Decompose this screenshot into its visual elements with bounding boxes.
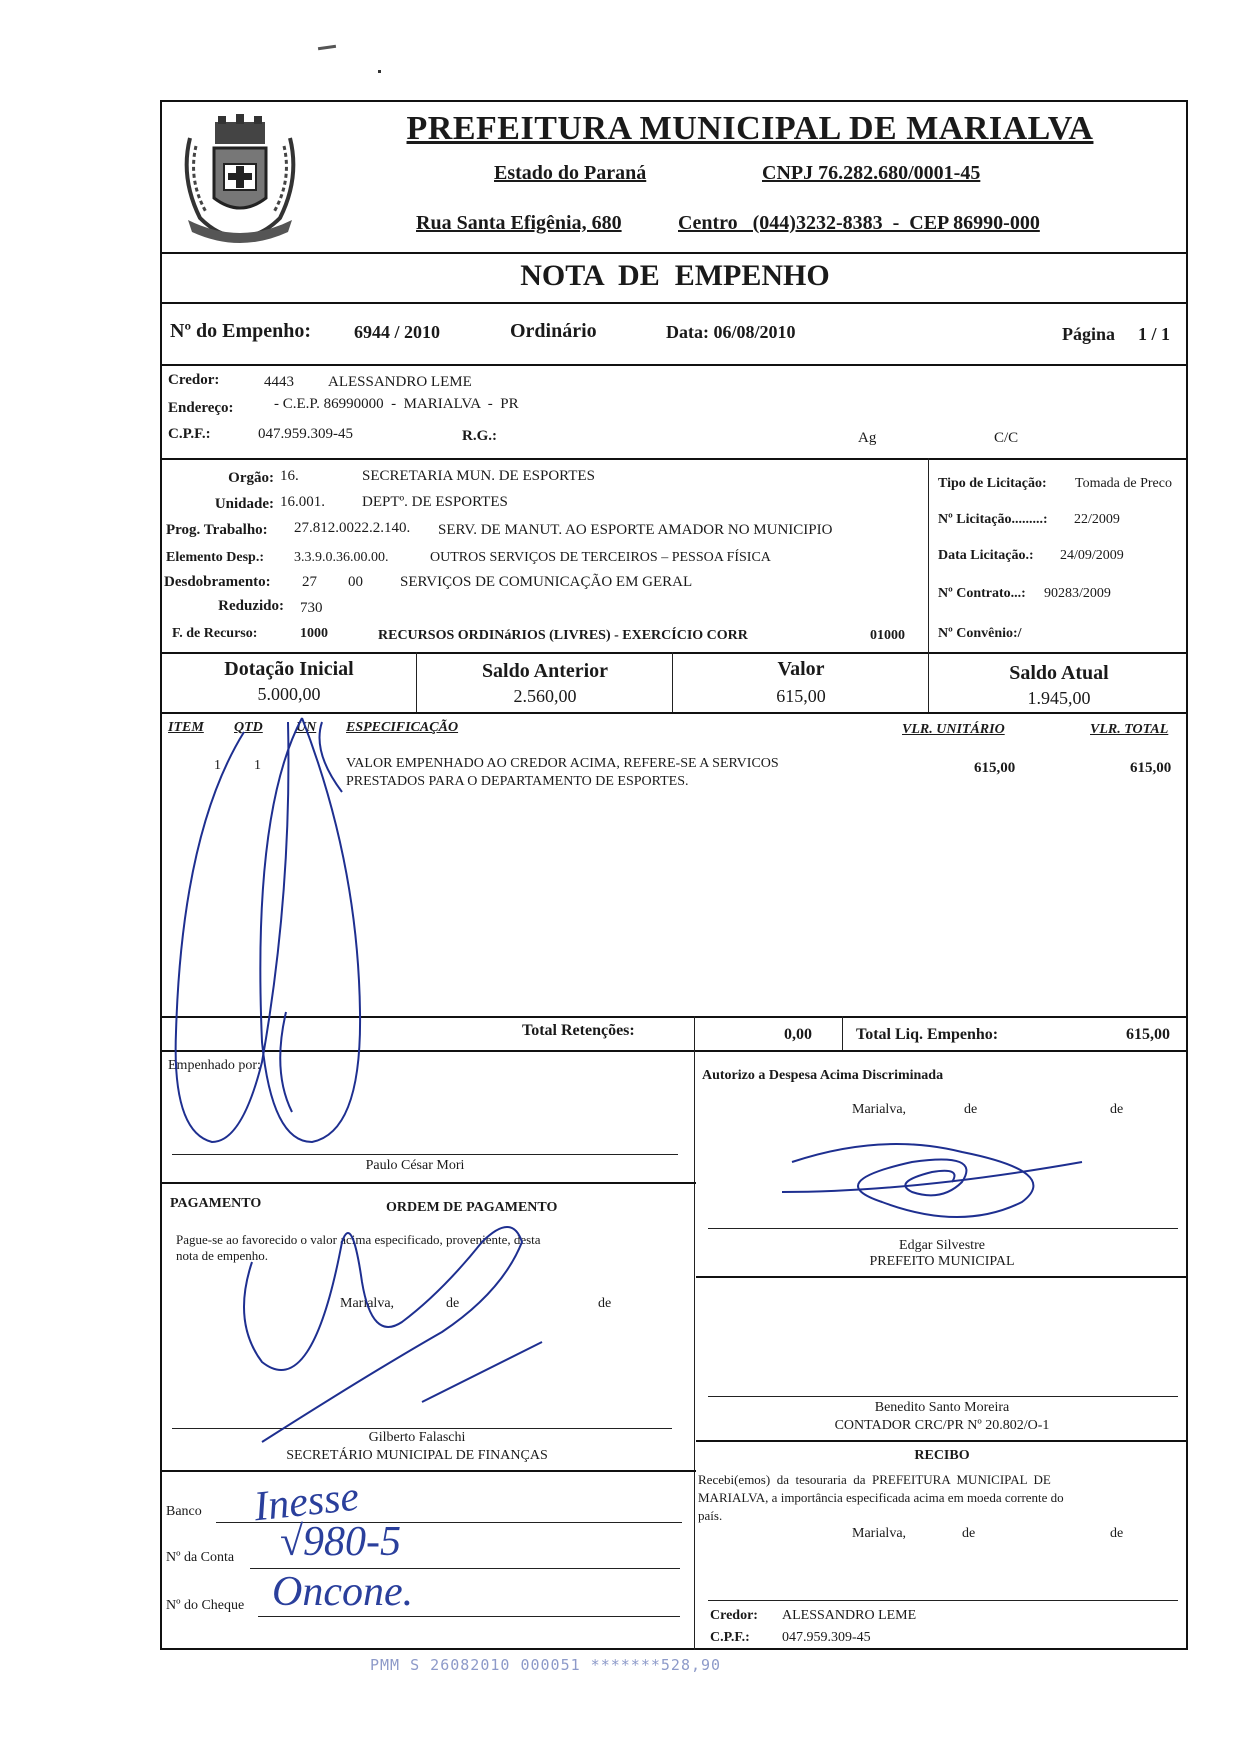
pagamento-text-1: Pague-se ao favorecido o valor acima especificado, proveniente, desta xyxy=(176,1232,541,1247)
prefeito-signature xyxy=(762,1122,1102,1232)
licitacao-num: 22/2009 xyxy=(1074,512,1120,527)
banco-label: Banco xyxy=(166,1504,202,1519)
licitacao-tipo-label: Tipo de Licitação: xyxy=(938,476,1047,491)
autorizo-de2: de xyxy=(1110,1102,1124,1117)
valor-value: 615,00 xyxy=(776,686,826,706)
secretario-name: Gilberto Falaschi xyxy=(368,1430,466,1445)
recibo-credor-name: ALESSANDRO LEME xyxy=(782,1608,917,1623)
elemento-label: Elemento Desp.: xyxy=(166,550,264,565)
contador-name: Benedito Santo Moreira xyxy=(874,1400,1010,1415)
recibo-cpf-label: C.P.F.: xyxy=(710,1630,750,1645)
reduzido-value: 730 xyxy=(300,600,323,616)
coat-of-arms-logo xyxy=(170,108,310,248)
secretario-role: SECRETÁRIO MUNICIPAL DE FINANÇAS xyxy=(286,1448,548,1463)
empenhado-name: Paulo César Mori xyxy=(365,1158,465,1173)
desdobramento-code1: 27 xyxy=(302,574,317,590)
recurso-code: 1000 xyxy=(300,626,328,641)
elemento-name: OUTROS SERVIÇOS DE TERCEIROS – PESSOA FÍSICA xyxy=(430,550,771,565)
credor-label: Credor: xyxy=(168,372,220,388)
page-label: Página xyxy=(1062,324,1116,344)
unidade-label: Unidade: xyxy=(214,496,274,512)
saldo-anterior-value: 2.560,00 xyxy=(513,686,577,706)
pagamento-text-2: nota de empenho. xyxy=(176,1248,269,1263)
credor-name: ALESSANDRO LEME xyxy=(328,374,472,390)
cpf-label: C.P.F.: xyxy=(168,426,211,442)
unidade-name: DEPTº. DE ESPORTES xyxy=(362,494,508,510)
credor-address: - C.E.P. 86990000 - MARIALVA - PR xyxy=(274,396,519,412)
orgao-name: SECRETARIA MUN. DE ESPORTES xyxy=(362,468,595,484)
recibo-title: RECIBO xyxy=(914,1448,970,1463)
unidade-code: 16.001. xyxy=(280,494,325,510)
rg-label: R.G.: xyxy=(462,428,497,444)
conta-label: Nº da Conta xyxy=(166,1550,235,1565)
dotacao-label: Dotação Inicial xyxy=(224,658,354,680)
contador-role: CONTADOR CRC/PR Nº 20.802/O-1 xyxy=(834,1418,1050,1433)
contrato-value: 90283/2009 xyxy=(1044,586,1111,601)
col-un: UN xyxy=(296,720,317,735)
pagamento-de2: de xyxy=(598,1296,612,1311)
document-title: NOTA DE EMPENHO xyxy=(520,259,830,292)
empenho-number: 6944 / 2010 xyxy=(354,322,441,342)
empenho-form xyxy=(160,100,1188,1650)
recibo-text-2: MARIALVA, a importância especificada acima em moeda corrente do xyxy=(698,1490,1064,1505)
orgao-label: Orgão: xyxy=(228,470,274,486)
recurso-code2: 01000 xyxy=(870,628,905,643)
item-qtd: 1 xyxy=(254,758,261,773)
contrato-label: Nº Contrato...: xyxy=(938,586,1026,601)
item-total-value: 615,00 xyxy=(1130,760,1172,776)
recurso-name: RECURSOS ORDINáRIOS (LIVRES) - EXERCÍCIO CORR xyxy=(378,628,748,643)
prefeito-role: PREFEITO MUNICIPAL xyxy=(869,1254,1015,1269)
col-vlr-total: VLR. TOTAL xyxy=(1090,722,1169,737)
autorizo-de1: de xyxy=(964,1102,978,1117)
empenho-date: Data: 06/08/2010 xyxy=(666,322,796,342)
address-label: Endereço: xyxy=(168,400,234,416)
licitacao-data: 24/09/2009 xyxy=(1060,548,1124,563)
col-qtd: QTD xyxy=(234,720,263,735)
page-number: 1 / 1 xyxy=(1138,324,1171,344)
col-item: ITEM xyxy=(168,720,204,735)
elemento-code: 3.3.9.0.36.00.00. xyxy=(294,550,389,565)
recibo-credor-label: Credor: xyxy=(710,1608,758,1623)
scan-mark xyxy=(318,45,336,50)
prefeito-name: Edgar Silvestre xyxy=(899,1238,985,1253)
orgao-code: 16. xyxy=(280,468,299,484)
pagamento-de1: de xyxy=(446,1296,460,1311)
liquido-label: Total Liq. Empenho: xyxy=(856,1026,999,1043)
licitacao-tipo: Tomada de Preco xyxy=(1075,476,1172,491)
cheque-label: Nº do Cheque xyxy=(166,1598,245,1613)
municipality-title: PREFEITURA MUNICIPAL DE MARIALVA xyxy=(406,110,1094,147)
item-spec-line1: VALOR EMPENHADO AO CREDOR ACIMA, REFERE-SE A SERVICOS xyxy=(346,756,779,771)
address-details: Centro (044)3232-8383 - CEP 86990-000 xyxy=(678,212,1040,234)
item-unit-value: 615,00 xyxy=(974,760,1016,776)
col-especificacao: ESPECIFICAÇÃO xyxy=(346,720,459,735)
recibo-de2: de xyxy=(1110,1526,1124,1541)
autorizo-title: Autorizo a Despesa Acima Discriminada xyxy=(702,1068,944,1083)
retencoes-value: 0,00 xyxy=(784,1026,812,1043)
autorizo-place: Marialva, xyxy=(852,1102,907,1117)
prog-code: 27.812.0022.2.140. xyxy=(294,520,411,536)
desdobramento-code2: 00 xyxy=(348,574,363,590)
pagamento-place: Marialva, xyxy=(340,1296,395,1311)
prog-label: Prog. Trabalho: xyxy=(166,522,268,538)
liquido-value: 615,00 xyxy=(1126,1026,1170,1043)
ordem-pagamento-title: ORDEM DE PAGAMENTO xyxy=(386,1200,558,1215)
col-vlr-unitario: VLR. UNITÁRIO xyxy=(902,722,1005,737)
empenho-number-label: Nº do Empenho: xyxy=(170,320,312,342)
prog-name: SERV. DE MANUT. AO ESPORTE AMADOR NO MUNICIPIO xyxy=(438,522,833,538)
bank-authentication-code: PMM S 26082010 000051 *******528,90 xyxy=(370,1656,722,1674)
desdobramento-label: Desdobramento: xyxy=(164,574,271,590)
cheque-handwritten: Oncone. xyxy=(272,1569,414,1615)
cc-label: C/C xyxy=(994,430,1019,446)
valor-label: Valor xyxy=(777,658,825,680)
street-label: Rua Santa Efigênia, 680 xyxy=(416,212,622,234)
recibo-place: Marialva, xyxy=(852,1526,907,1541)
recibo-text-1: Recebi(emos) da tesouraria da PREFEITURA MUNICIPAL DE xyxy=(698,1472,1051,1487)
empenho-type: Ordinário xyxy=(510,320,597,342)
item-spec-line2: PRESTADOS PARA O DEPARTAMENTO DE ESPORTES. xyxy=(346,774,689,789)
scan-mark xyxy=(378,70,381,73)
recibo-text-3: país. xyxy=(698,1508,723,1523)
convenio-label: Nº Convênio:/ xyxy=(938,626,1022,641)
banco-handwritten: Inesse xyxy=(251,1473,362,1531)
conta-handwritten: √980-5 xyxy=(280,1519,402,1565)
recurso-label: F. de Recurso: xyxy=(172,626,258,641)
saldo-atual-label: Saldo Atual xyxy=(1009,662,1109,684)
ag-label: Ag xyxy=(858,430,877,446)
licitacao-num-label: Nº Licitação.........: xyxy=(938,512,1048,527)
reduzido-label: Reduzido: xyxy=(218,598,284,614)
credor-code: 4443 xyxy=(264,374,294,390)
empenhado-label: Empenhado por: xyxy=(168,1058,261,1073)
dotacao-value: 5.000,00 xyxy=(257,684,321,704)
state-label: Estado do Paraná xyxy=(494,162,647,184)
saldo-atual-value: 1.945,00 xyxy=(1027,688,1091,708)
item-number: 1 xyxy=(214,758,221,773)
cnpj-label: CNPJ 76.282.680/0001-45 xyxy=(762,162,981,184)
licitacao-data-label: Data Licitação.: xyxy=(938,548,1034,563)
credor-cpf: 047.959.309-45 xyxy=(258,426,353,442)
saldo-anterior-label: Saldo Anterior xyxy=(481,660,609,682)
retencoes-label: Total Retenções: xyxy=(522,1022,635,1039)
desdobramento-name: SERVIÇOS DE COMUNICAÇÃO EM GERAL xyxy=(400,574,693,590)
recibo-cpf-value: 047.959.309-45 xyxy=(782,1630,871,1645)
pagamento-label: PAGAMENTO xyxy=(170,1196,262,1211)
recibo-de1: de xyxy=(962,1526,976,1541)
